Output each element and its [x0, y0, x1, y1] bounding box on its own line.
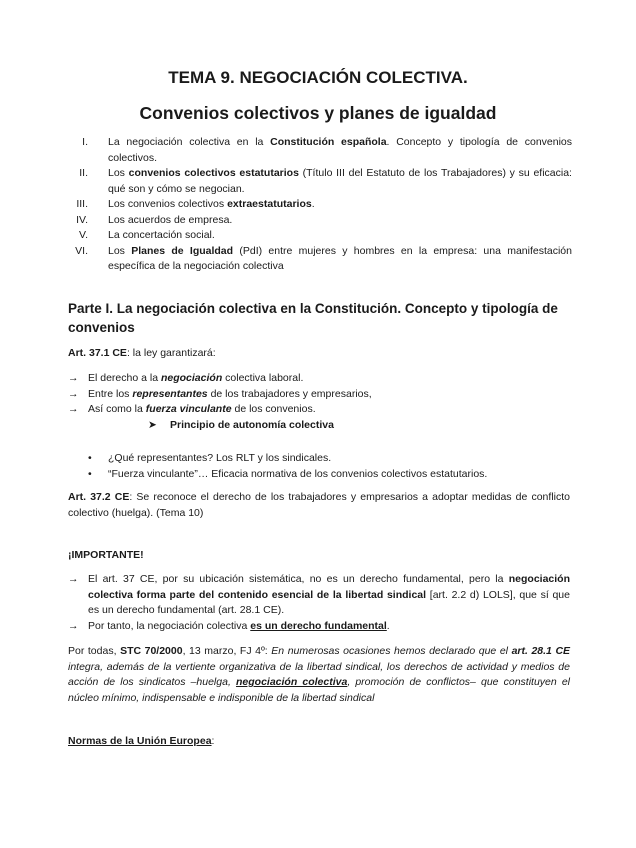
bullet-item: [68, 467, 570, 483]
text-part: El art. 37 CE, por su ubicación sistemática, no es un derecho fundamental, pero la: [88, 573, 509, 585]
arrow-item: [68, 619, 570, 635]
arrow-item: [68, 371, 570, 387]
toc-text-part: Los: [108, 244, 132, 257]
text-part: [art. 2.2 d) LOLS], que sí que es un derecho fundamental (art. 28.1 CE).: [88, 588, 570, 616]
toc-number: VI.: [75, 244, 88, 257]
arrow-item-text: [88, 619, 390, 635]
arrow-item: [68, 402, 570, 418]
arrow-item-text: [88, 402, 316, 418]
toc-item: [56, 244, 572, 275]
toc-item: [56, 197, 572, 213]
bullet-list: [68, 451, 570, 482]
triangle-arrow-icon: ➤: [148, 418, 157, 431]
toc-item: [56, 135, 572, 166]
text-emph: representantes: [132, 387, 208, 400]
text-part: Por tanto, la negociación colectiva: [88, 619, 251, 632]
text-part: , 13 marzo, FJ 4º:: [182, 645, 272, 657]
toc-number: IV.: [76, 213, 88, 226]
table-of-contents: [56, 135, 572, 275]
text-emph: negociación: [160, 372, 223, 384]
art-37-1-paragraph: [68, 346, 570, 362]
toc-text-part: (PdI) entre mujeres y hombres en la empresa: una manifestación específica de la negociación colectiva: [108, 244, 572, 272]
art-37-2-text: : Se reconoce el derecho de los trabajadores y empresarios a adoptar medidas de conflicto colectivo (huelga). (Tema 10): [68, 491, 570, 519]
toc-text-part: . Concepto y tipología de convenios colectivos.: [108, 136, 573, 164]
text-emph: fuerza vinculante: [145, 403, 232, 415]
text-part: Entre los: [88, 387, 133, 400]
bullet-text: ¿Qué representantes? Los RLT y los sindicales.: [108, 452, 332, 464]
arrow-item-text: [88, 371, 303, 387]
toc-text-part: (Título III del Estatuto de los Trabajadores) y su eficacia: qué son y cómo se negocian.: [108, 167, 572, 195]
arrow-item-text: [88, 387, 372, 403]
text-part: :: [211, 735, 215, 747]
art-37-1-label: Art. 37.1 CE: [68, 347, 127, 359]
arrow-item: [68, 572, 570, 619]
toc-text-bold: extraestatutarios: [227, 198, 312, 210]
arrow-item-text: [88, 572, 570, 619]
toc-number: I.: [82, 136, 88, 148]
quote-part: En numerosas ocasiones hemos declarado que el: [271, 645, 512, 657]
stc-reference: STC 70/2000: [120, 645, 183, 657]
eu-norms-heading: [68, 734, 570, 750]
toc-text-part: Los convenios colectivos: [108, 198, 228, 210]
toc-text: Los acuerdos de empresa.: [108, 213, 233, 226]
important-list: [68, 572, 570, 634]
toc-text-bold: Constitución española: [270, 136, 387, 148]
text-part: colectiva laboral.: [222, 372, 304, 384]
bullet-item: [68, 451, 570, 467]
text-part: Así como la: [88, 403, 146, 415]
principle-line: [68, 418, 570, 434]
toc-text: [108, 244, 572, 275]
toc-item: [56, 213, 572, 229]
toc-text-part: .: [311, 198, 315, 210]
text-part: El derecho a la: [88, 372, 161, 384]
bullet-icon: •: [88, 452, 92, 464]
toc-text: [108, 166, 572, 197]
toc-number: II.: [79, 167, 88, 179]
text-bold-underlined: es un derecho fundamental: [250, 619, 387, 632]
document-title: TEMA 9. NEGOCIACIÓN COLECTIVA.: [168, 68, 468, 87]
text-part: de los trabajadores y empresarios,: [207, 387, 372, 400]
toc-item: [56, 166, 572, 197]
toc-number: V.: [79, 229, 88, 241]
part1-heading: Parte I. La negociación colectiva en la Constitución. Concepto y tipología de convenios: [68, 301, 558, 335]
toc-text-bold: convenios colectivos estatutarios: [128, 167, 299, 179]
text-part: Por todas,: [68, 645, 121, 657]
arrow-icon: →: [68, 372, 79, 384]
important-heading: ¡IMPORTANTE!: [68, 549, 144, 561]
quote-part: integra, además de la vertiente organizativa de la libertad sindical, los derechos de actividad y medios de acción de los sindicatos –huelga,: [68, 660, 570, 688]
quote-part: , promoción de conflictos– que constituyen el núcleo mínimo, indispensable e indisponible de la libertad sindical: [68, 676, 570, 704]
toc-text: [108, 197, 572, 213]
arrow-item: [68, 387, 570, 403]
arrow-icon: →: [68, 403, 79, 415]
text-bold: negociación colectiva forma parte del contenido esencial de la libertad sindical: [88, 573, 570, 601]
stc-paragraph: [68, 644, 570, 706]
arrow-icon: →: [68, 619, 79, 632]
arrow-icon: →: [68, 573, 79, 585]
toc-text: La concertación social.: [108, 229, 215, 241]
quote-emph-underlined: negociación colectiva: [235, 676, 348, 688]
art-37-2-label: Art. 37.2 CE: [68, 491, 130, 503]
art-37-1-list: [68, 371, 570, 433]
toc-number: III.: [76, 198, 88, 210]
quote-emph: art. 28.1 CE: [511, 645, 571, 657]
toc-text-part: Los: [108, 167, 129, 179]
art-37-2-paragraph: [68, 490, 570, 521]
art-37-1-text: : la ley garantizará:: [126, 347, 216, 359]
principle-text: Principio de autonomía colectiva: [170, 418, 334, 431]
toc-text-bold: Planes de Igualdad: [131, 244, 234, 257]
toc-item: [56, 228, 572, 244]
text-part: .: [386, 619, 390, 632]
text-part: de los convenios.: [231, 403, 316, 415]
toc-text: [108, 135, 572, 166]
bullet-icon: •: [88, 467, 92, 480]
arrow-icon: →: [68, 387, 79, 400]
bullet-text: “Fuerza vinculante”… Eficacia normativa de los convenios colectivos estatutarios.: [108, 467, 488, 480]
document-subtitle: Convenios colectivos y planes de igualdad: [139, 103, 497, 123]
toc-text-part: La negociación colectiva en la: [108, 136, 271, 148]
eu-norms-label: Normas de la Unión Europea: [68, 735, 212, 747]
